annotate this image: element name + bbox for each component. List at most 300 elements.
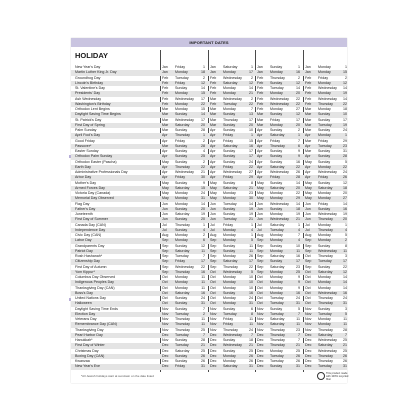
cell-weekday: Tuesday — [270, 359, 284, 363]
cell-day: 2 — [203, 159, 205, 164]
cell-day: 14 — [343, 285, 347, 290]
cell-day: 17 — [201, 259, 205, 264]
cell-month: Oct — [210, 290, 216, 295]
cell-weekday: Sunday — [175, 243, 188, 248]
cell-month: Sep — [162, 254, 169, 258]
cell-day: 18 — [343, 107, 347, 111]
cell-month: Oct — [210, 285, 216, 290]
cell-weekday: Sunday — [175, 353, 188, 358]
cell-month: Dec — [305, 348, 312, 353]
cell-month: Apr — [257, 175, 263, 180]
cell-day: 26 — [296, 170, 300, 174]
cell-month: Apr — [162, 154, 168, 159]
cell-weekday: Saturday — [175, 248, 190, 253]
section-title: HOLIDAY — [75, 51, 109, 60]
cell-weekday: Sunday — [175, 227, 188, 232]
cell-day: 25 — [201, 327, 205, 332]
cell-day: 11 — [249, 322, 253, 327]
cell-month: Jul — [210, 227, 215, 232]
cell-weekday: Tuesday — [270, 311, 284, 316]
cell-weekday: Thursday — [223, 264, 238, 269]
cell-weekday: Thursday — [270, 327, 285, 332]
cell-month: Nov — [162, 311, 169, 316]
cell-day: 1 — [251, 233, 253, 237]
cell-day: 21 — [201, 343, 205, 348]
cell-month: Dec — [305, 359, 312, 363]
cell-day: 22 — [249, 101, 253, 106]
cell-day: 2 — [203, 75, 205, 80]
cell-month: Jan — [257, 65, 263, 69]
cell-day: 12 — [201, 243, 205, 248]
cell-weekday: Saturday — [270, 322, 285, 327]
cell-day: 11 — [201, 322, 205, 327]
cell-month: Feb — [162, 96, 169, 101]
holiday-name: Groundhog Day — [75, 75, 101, 80]
cell-day: 2 — [203, 138, 205, 143]
holiday-name: Columbus Day Observed — [75, 275, 116, 279]
cell-weekday: Tuesday — [318, 122, 332, 127]
cell-month: Oct — [305, 254, 311, 258]
cell-day: 25 — [201, 154, 205, 159]
cell-weekday: Sunday — [175, 159, 188, 164]
cell-day: 7 — [203, 306, 205, 311]
cell-weekday: Monday — [318, 222, 331, 227]
cell-month: Mar — [257, 112, 264, 117]
cell-month: Jun — [305, 201, 311, 206]
cell-month: Dec — [162, 343, 169, 348]
cell-day: 18 — [296, 206, 300, 211]
cell-month: Sep — [210, 238, 217, 243]
cell-day: 20 — [249, 122, 253, 127]
cell-day: 11 — [201, 285, 205, 290]
cell-weekday: Monday — [318, 238, 331, 243]
cell-weekday: Tuesday — [318, 311, 332, 316]
cell-month: Feb — [210, 86, 217, 90]
cell-month: Feb — [305, 96, 312, 101]
cell-month: May — [257, 191, 264, 195]
cell-day: 17 — [201, 96, 205, 101]
cell-month: Apr — [210, 164, 216, 169]
cell-day: 11 — [201, 248, 205, 253]
cell-month: May — [162, 185, 169, 190]
cell-month: Oct — [257, 280, 263, 285]
cell-day: 2 — [345, 75, 347, 80]
cell-weekday: Sunday — [270, 159, 283, 164]
cell-day: 22 — [249, 164, 253, 169]
cell-weekday: Monday — [223, 227, 236, 232]
cell-weekday: Thursday — [318, 101, 333, 106]
cell-weekday: Sunday — [223, 128, 236, 132]
cell-month: Feb — [257, 75, 264, 80]
cell-month: Dec — [257, 332, 264, 337]
cell-day: 25 — [343, 338, 347, 342]
cell-day: 14 — [343, 275, 347, 279]
cell-day: 18 — [201, 70, 205, 75]
cell-month: Apr — [210, 133, 216, 138]
cell-month: Oct — [305, 269, 311, 274]
holiday-name: Good Friday — [75, 138, 95, 143]
cell-month: Nov — [305, 311, 312, 316]
cell-month: May — [305, 196, 312, 201]
cell-month: Sep — [257, 269, 264, 274]
cell-month: Jul — [162, 222, 167, 227]
cell-month: Nov — [257, 322, 264, 327]
cell-month: Apr — [210, 170, 216, 174]
footnote: *All Jewish holidays start at sundown on the date listed — [81, 374, 154, 378]
cell-day: 17 — [343, 259, 347, 264]
cell-weekday: Sunday — [270, 65, 283, 69]
cell-weekday: Wednesday — [270, 217, 289, 222]
cell-weekday: Wednesday — [223, 170, 242, 174]
holiday-name: Veterans Day — [75, 317, 97, 321]
cell-month: Aug — [257, 233, 264, 237]
cell-day: 7 — [298, 233, 300, 237]
cell-weekday: Saturday — [175, 348, 190, 353]
cell-month: Nov — [210, 306, 217, 311]
cell-weekday: Thursday — [318, 296, 333, 300]
cell-day: 23 — [296, 327, 300, 332]
cell-month: Dec — [257, 343, 264, 348]
holiday-name: Civic Day (CAN) — [75, 233, 102, 237]
cell-weekday: Sunday — [175, 217, 188, 222]
cell-weekday: Thursday — [318, 327, 333, 332]
cell-month: Mar — [305, 149, 312, 153]
holiday-name: Boxing Day (CAN) — [75, 353, 105, 358]
holiday-name: St. Patrick's Day — [75, 117, 102, 122]
cell-weekday: Monday — [318, 275, 331, 279]
cell-weekday: Saturday — [223, 185, 238, 190]
cell-day: 8 — [345, 243, 347, 248]
cell-weekday: Monday — [318, 107, 331, 111]
cell-month: Apr — [210, 128, 216, 132]
page-title: IMPORTANT DATES — [189, 40, 229, 45]
cell-month: Oct — [257, 285, 263, 290]
cell-day: 28 — [343, 154, 347, 159]
holiday-name: New Year's Eve — [75, 364, 101, 369]
cell-weekday: Sunday — [223, 206, 236, 211]
cell-weekday: Monday — [318, 164, 331, 169]
cell-month: Oct — [162, 301, 168, 306]
cell-day: 17 — [249, 154, 253, 159]
cell-day: 15 — [249, 138, 253, 143]
cell-day: 1 — [251, 133, 253, 138]
cell-month: Apr — [210, 175, 216, 180]
cell-month: Oct — [210, 296, 216, 300]
cell-day: 15 — [201, 91, 205, 96]
cell-month: Sep — [162, 264, 169, 269]
cell-weekday: Friday — [175, 364, 185, 369]
cell-month: Dec — [210, 338, 217, 342]
cell-weekday: Friday — [223, 138, 233, 143]
cell-day: 10 — [249, 285, 253, 290]
cell-day: 12 — [343, 80, 347, 85]
cell-month: Aug — [305, 233, 312, 237]
cell-weekday: Sunday — [223, 122, 236, 127]
cell-month: May — [210, 191, 217, 195]
cell-day: 20 — [343, 191, 347, 195]
cell-weekday: Thursday — [318, 217, 333, 222]
cell-weekday: Sunday — [175, 301, 188, 306]
cell-month: Oct — [305, 301, 311, 306]
cell-month: Apr — [257, 128, 263, 132]
cell-day: 24 — [343, 296, 347, 300]
cell-weekday: Sunday — [175, 86, 188, 90]
cell-weekday: Thursday — [175, 327, 190, 332]
holiday-name: Lincoln's Birthday — [75, 80, 104, 85]
cell-month: Nov — [305, 322, 312, 327]
cell-day: 22 — [343, 164, 347, 169]
cell-month: Nov — [210, 311, 217, 316]
cell-day: 26 — [249, 254, 253, 258]
cell-month: Feb — [257, 101, 264, 106]
cell-month: Mar — [162, 117, 169, 122]
cell-day: 26 — [201, 353, 205, 358]
cell-day: 11 — [296, 248, 300, 253]
cell-weekday: Friday — [223, 164, 233, 169]
cell-day: 23 — [249, 191, 253, 195]
cell-day: 1 — [251, 222, 253, 227]
cell-weekday: Friday — [223, 175, 233, 180]
cell-day: 4 — [203, 227, 205, 232]
cell-weekday: Wednesday — [318, 212, 337, 216]
holiday-name: St. Valentine's Day — [75, 86, 105, 90]
cell-weekday: Monday — [318, 322, 331, 327]
cell-month: Nov — [162, 322, 169, 327]
cell-weekday: Sunday — [223, 112, 236, 117]
cell-weekday: Wednesday — [175, 117, 194, 122]
cell-day: 12 — [296, 80, 300, 85]
cell-weekday: Friday — [270, 175, 280, 180]
cell-day: 2 — [203, 233, 205, 237]
cell-day: 1 — [251, 65, 253, 69]
cell-day: 24 — [201, 296, 205, 300]
cell-month: Feb — [257, 80, 264, 85]
cell-day: 2 — [251, 75, 253, 80]
cell-weekday: Saturday — [223, 143, 238, 148]
cell-weekday: Sunday — [270, 128, 283, 132]
cell-day: 26 — [343, 353, 347, 358]
cell-weekday: Sunday — [270, 364, 283, 369]
cell-day: 20 — [201, 206, 205, 211]
holiday-name: Rosh Hashanah* — [75, 254, 103, 258]
cell-day: 11 — [296, 322, 300, 327]
cell-month: May — [210, 180, 217, 185]
cell-weekday: Sunday — [318, 159, 331, 164]
cell-month: Nov — [305, 317, 312, 321]
cell-weekday: Sunday — [175, 359, 188, 363]
cell-month: Dec — [305, 364, 312, 369]
cell-weekday: Monday — [175, 107, 188, 111]
cell-day: 9 — [298, 149, 300, 153]
holiday-name: Daylight Saving Time Begins — [75, 112, 121, 117]
cell-month: Oct — [162, 296, 168, 300]
cell-month: Apr — [305, 175, 311, 180]
cell-weekday: Saturday — [270, 133, 285, 138]
holiday-name: Pearl Harbor Day — [75, 332, 103, 337]
cell-weekday: Monday — [270, 269, 283, 274]
cell-day: 20 — [296, 91, 300, 96]
cell-month: Sep — [162, 259, 169, 264]
cell-month: Apr — [305, 170, 311, 174]
cell-weekday: Sunday — [318, 306, 331, 311]
cell-weekday: Sunday — [318, 243, 331, 248]
cell-day: 15 — [201, 107, 205, 111]
cell-day: 1 — [203, 222, 205, 227]
cell-month: Apr — [305, 143, 311, 148]
holiday-name: Election Day — [75, 311, 96, 316]
cell-weekday: Monday — [270, 238, 283, 243]
cell-month: May — [305, 185, 312, 190]
cell-day: 12 — [249, 80, 253, 85]
holiday-name: Hanukkah* — [75, 338, 93, 342]
cell-month: Dec — [257, 364, 264, 369]
cell-month: Jan — [162, 65, 168, 69]
cell-weekday: Monday — [318, 91, 331, 96]
cell-month: Feb — [162, 91, 169, 96]
cell-month: Apr — [257, 170, 263, 174]
cell-weekday: Monday — [223, 280, 236, 285]
cell-weekday: Tuesday — [223, 311, 237, 316]
cell-weekday: Friday — [223, 322, 233, 327]
cell-month: Mar — [257, 117, 264, 122]
cell-weekday: Thursday — [318, 227, 333, 232]
cell-weekday: Thursday — [175, 133, 190, 138]
cell-weekday: Tuesday — [270, 353, 284, 358]
cell-weekday: Thursday — [175, 322, 190, 327]
cell-weekday: Friday — [318, 175, 328, 180]
cell-day: 14 — [343, 86, 347, 90]
cell-day: 31 — [343, 364, 347, 369]
holiday-name: Orthodox Palm Sunday — [75, 154, 113, 159]
cell-weekday: Monday — [318, 70, 331, 75]
cell-day: 5 — [345, 159, 347, 164]
cell-day: 10 — [343, 112, 347, 117]
cell-month: Oct — [305, 296, 311, 300]
cell-day: 16 — [343, 290, 347, 295]
cell-day: 13 — [249, 112, 253, 117]
recycled-logo — [317, 371, 349, 381]
cell-month: Dec — [210, 348, 217, 353]
cell-weekday: Tuesday — [270, 86, 284, 90]
cell-day: 20 — [296, 185, 300, 190]
cell-weekday: Wednesday — [318, 338, 337, 342]
cell-weekday: Monday — [318, 65, 331, 69]
cell-weekday: Monday — [318, 80, 331, 85]
cell-weekday: Monday — [223, 191, 236, 195]
cell-month: Oct — [210, 275, 216, 279]
cell-day: 7 — [298, 138, 300, 143]
cell-weekday: Monday — [270, 290, 283, 295]
cell-day: 11 — [249, 243, 253, 248]
cell-day: 17 — [201, 117, 205, 122]
cell-weekday: Saturday — [175, 212, 190, 216]
cell-weekday: Monday — [223, 238, 236, 243]
cell-weekday: Thursday — [223, 117, 238, 122]
cell-month: Sep — [210, 243, 217, 248]
cell-day: 31 — [343, 301, 347, 306]
holiday-table — [71, 65, 347, 370]
cell-month: Feb — [210, 101, 217, 106]
holiday-name: First Day of Spring — [75, 122, 105, 127]
cell-day: 3 — [345, 254, 347, 258]
cell-weekday: Wednesday — [270, 96, 289, 101]
holiday-name: Remembrance Day (CAN) — [75, 322, 117, 327]
cell-weekday: Wednesday — [318, 170, 337, 174]
cell-weekday: Sunday — [318, 180, 331, 185]
cell-day: 29 — [296, 196, 300, 201]
cell-day: 31 — [249, 301, 253, 306]
cell-weekday: Friday — [318, 75, 328, 80]
cell-weekday: Monday — [175, 70, 188, 75]
cell-weekday: Monday — [223, 359, 236, 363]
cell-weekday: Thursday — [270, 332, 285, 337]
cell-weekday: Monday — [270, 248, 283, 253]
cell-weekday: Monday — [223, 296, 236, 300]
cell-weekday: Sunday — [223, 348, 236, 353]
cell-weekday: Thursday — [175, 222, 190, 227]
cell-month: Nov — [257, 327, 264, 332]
cell-weekday: Monday — [223, 107, 236, 111]
cell-month: Jun — [210, 212, 216, 216]
holiday-name: First Day of Summer — [75, 217, 108, 222]
cell-month: Feb — [257, 96, 264, 101]
holiday-name: Boss's Day — [75, 290, 93, 295]
cell-day: 25 — [201, 348, 205, 353]
cell-month: Dec — [210, 364, 217, 369]
cell-weekday: Monday — [270, 122, 283, 127]
cell-day: 11 — [343, 322, 347, 327]
cell-day: 6 — [203, 238, 205, 243]
holiday-name: Yom Kippur* — [75, 269, 95, 274]
cell-weekday: Friday — [175, 175, 185, 180]
cell-month: Feb — [162, 101, 169, 106]
cell-month: Dec — [305, 343, 312, 348]
cell-day: 14 — [249, 86, 253, 90]
cell-month: Dec — [257, 348, 264, 353]
cell-month: Jul — [305, 227, 310, 232]
cell-day: 16 — [296, 290, 300, 295]
cell-day: 17 — [249, 149, 253, 153]
cell-month: Jun — [257, 212, 263, 216]
holiday-name: Daylight Saving Time Ends — [75, 306, 118, 311]
cell-weekday: Sunday — [318, 117, 331, 122]
holiday-name: Father's Day — [75, 206, 96, 211]
cell-weekday: Wednesday — [318, 248, 337, 253]
cell-weekday: Sunday — [223, 159, 236, 164]
cell-weekday: Sunday — [223, 180, 236, 185]
cell-month: Mar — [305, 107, 312, 111]
cell-day: 22 — [201, 264, 205, 269]
cell-month: May — [257, 185, 264, 190]
cell-weekday: Saturday — [270, 164, 285, 169]
holiday-name: Orthodox Lent Begins — [75, 107, 110, 111]
cell-weekday: Thursday — [318, 254, 333, 258]
cell-month: Jun — [162, 212, 168, 216]
cell-month: Nov — [257, 311, 264, 316]
cell-day: 16 — [296, 70, 300, 75]
cell-month: Jun — [162, 201, 168, 206]
cell-day: 28 — [201, 143, 205, 148]
cell-day: 11 — [249, 248, 253, 253]
holiday-name: Christmas Day — [75, 348, 99, 353]
cell-month: Dec — [305, 353, 312, 358]
cell-weekday: Sunday — [223, 154, 236, 159]
cell-day: 22 — [343, 264, 347, 269]
cell-weekday: Tuesday — [223, 201, 237, 206]
cell-day: 17 — [343, 117, 347, 122]
cell-day: 9 — [298, 280, 300, 285]
cell-month: Oct — [305, 275, 311, 279]
